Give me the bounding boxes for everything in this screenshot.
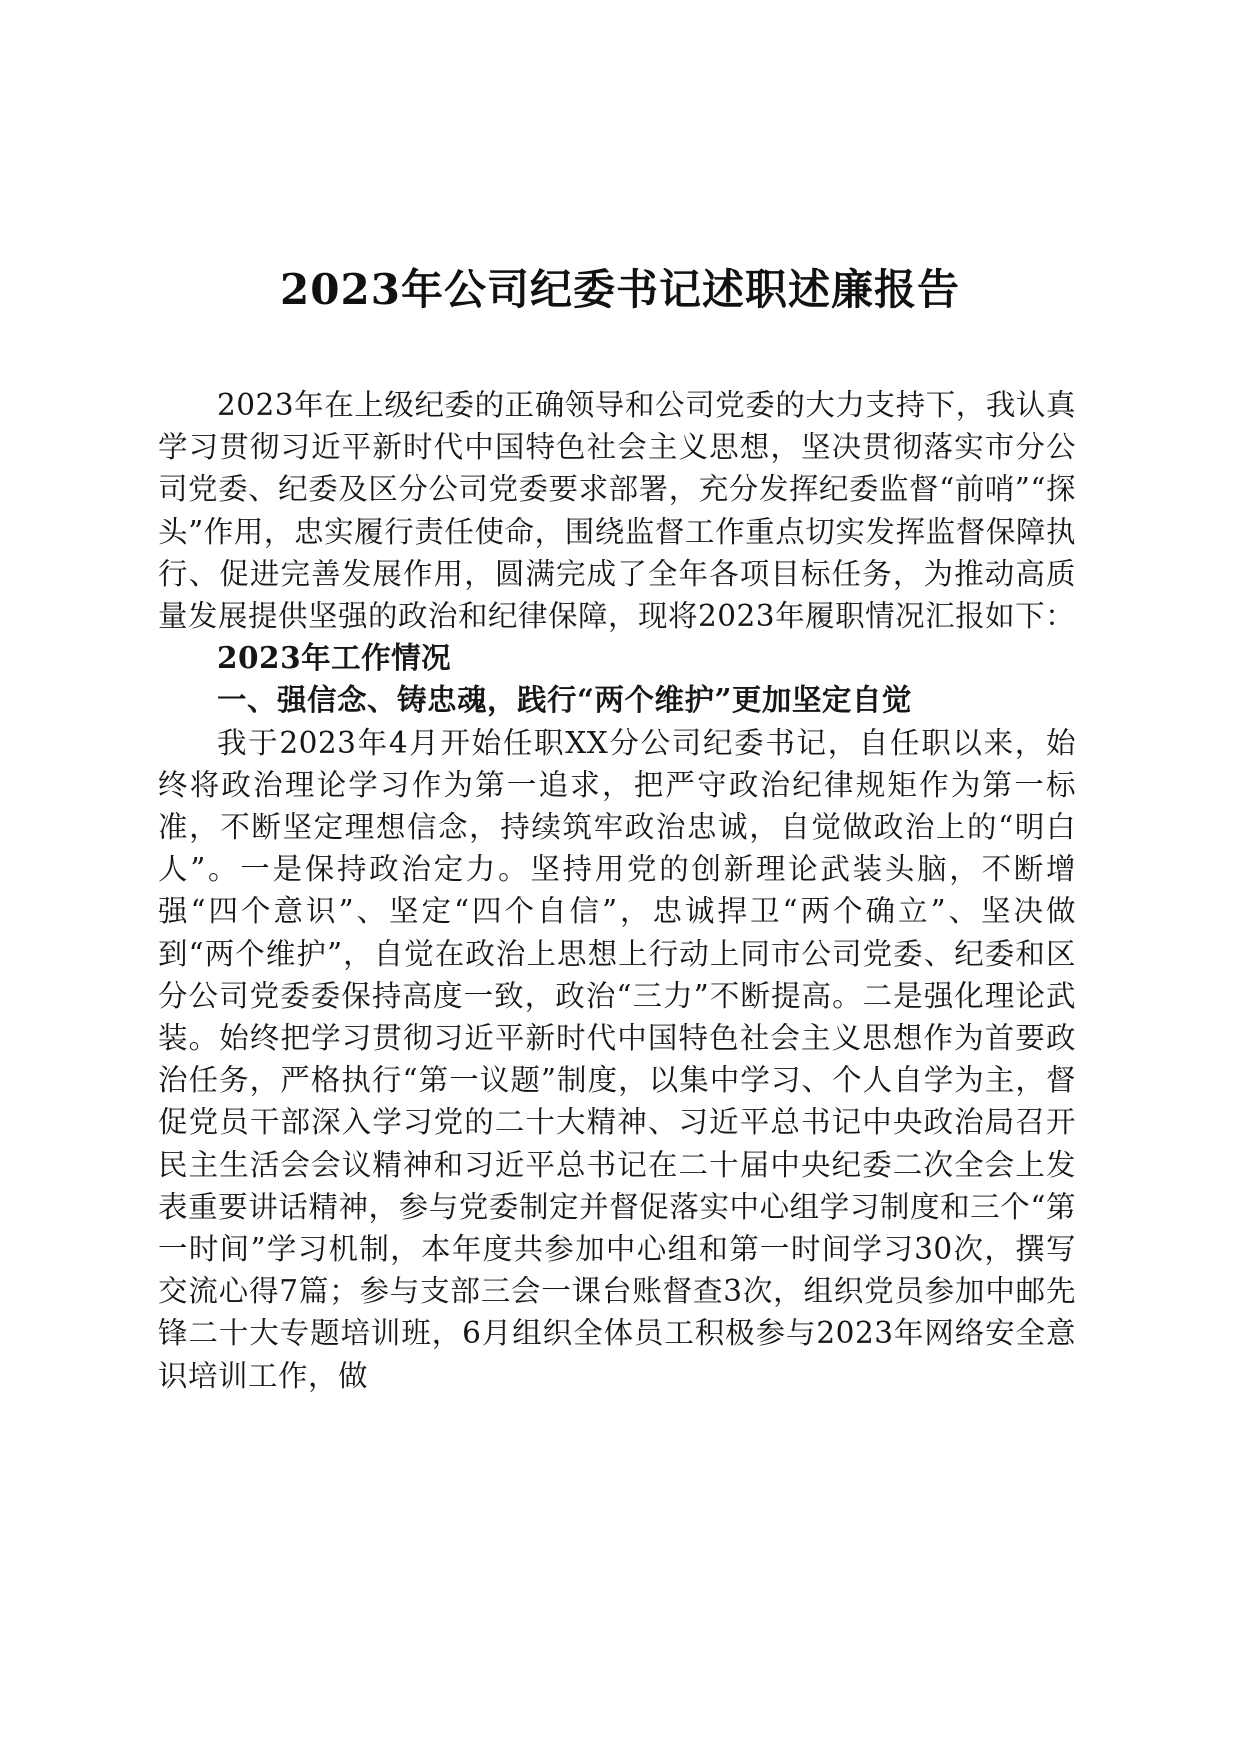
section-heading: 2023年工作情况 bbox=[217, 640, 452, 676]
document-body bbox=[158, 384, 1076, 1397]
section-body-paragraph: 我于2023年4月开始任职XX分公司纪委书记，自任职以来，始终将政治理论学习作为第一追求，把严守政治纪律规矩作为第一标准，不断坚定理想信念，持续筑牢政治忠诚，自觉做政治上的“明白人”。一是保持政治定力。坚持用党的创新理论武装头脑，不断增强“四个意识”、坚定“四个自信”，忠诚捍卫“两个确立”、坚决做到“两个维护”，自觉在政治上思想上行动上同市公司党委、纪委和区分公司党委委保持高度一致，政治“三力”不断提高。二是强化理论武装。始终把学习贯彻习近平新时代中国特色社会主义思想作为首要政治任务，严格执行“第一议题”制度，以集中学习、个人自学为主，督促党员干部深入学习党的二十大精神、习近平总书记中央政治局召开民主生活会会议精神和习近平总书记在二十届中央纪委二次全会上发表重要讲话精神，参与党委制定并督促落实中心组学习制度和三个“第一时间”学习机制，本年度共参加中心组和第一时间学习30次，撰写交流心得7篇；参与支部三会一课台账督查3次，组织党员参加中邮先锋二十大专题培训班，6月组织全体员工积极参与2023年网络安全意识培训工作，做 bbox=[158, 725, 1076, 1393]
intro-paragraph: 2023年在上级纪委的正确领导和公司党委的大力支持下，我认真学习贯彻习近平新时代中国特色社会主义思想，坚决贯彻落实市分公司党委、纪委及区分公司党委要求部署，充分发挥纪委监督“前哨”“探头”作用，忠实履行责任使命，围绕监督工作重点切实发挥监督保障执行、促进完善发展作用，圆满完成了全年各项目标任务，为推动高质量发展提供坚强的政治和纪律保障，现将2023年履职情况汇报如下： bbox=[158, 388, 1076, 634]
page-title: 2023年公司纪委书记述职述廉报告 bbox=[280, 265, 960, 314]
subsection-heading: 一、强信念、铸忠魂，践行“两个维护”更加坚定自觉 bbox=[217, 682, 912, 718]
